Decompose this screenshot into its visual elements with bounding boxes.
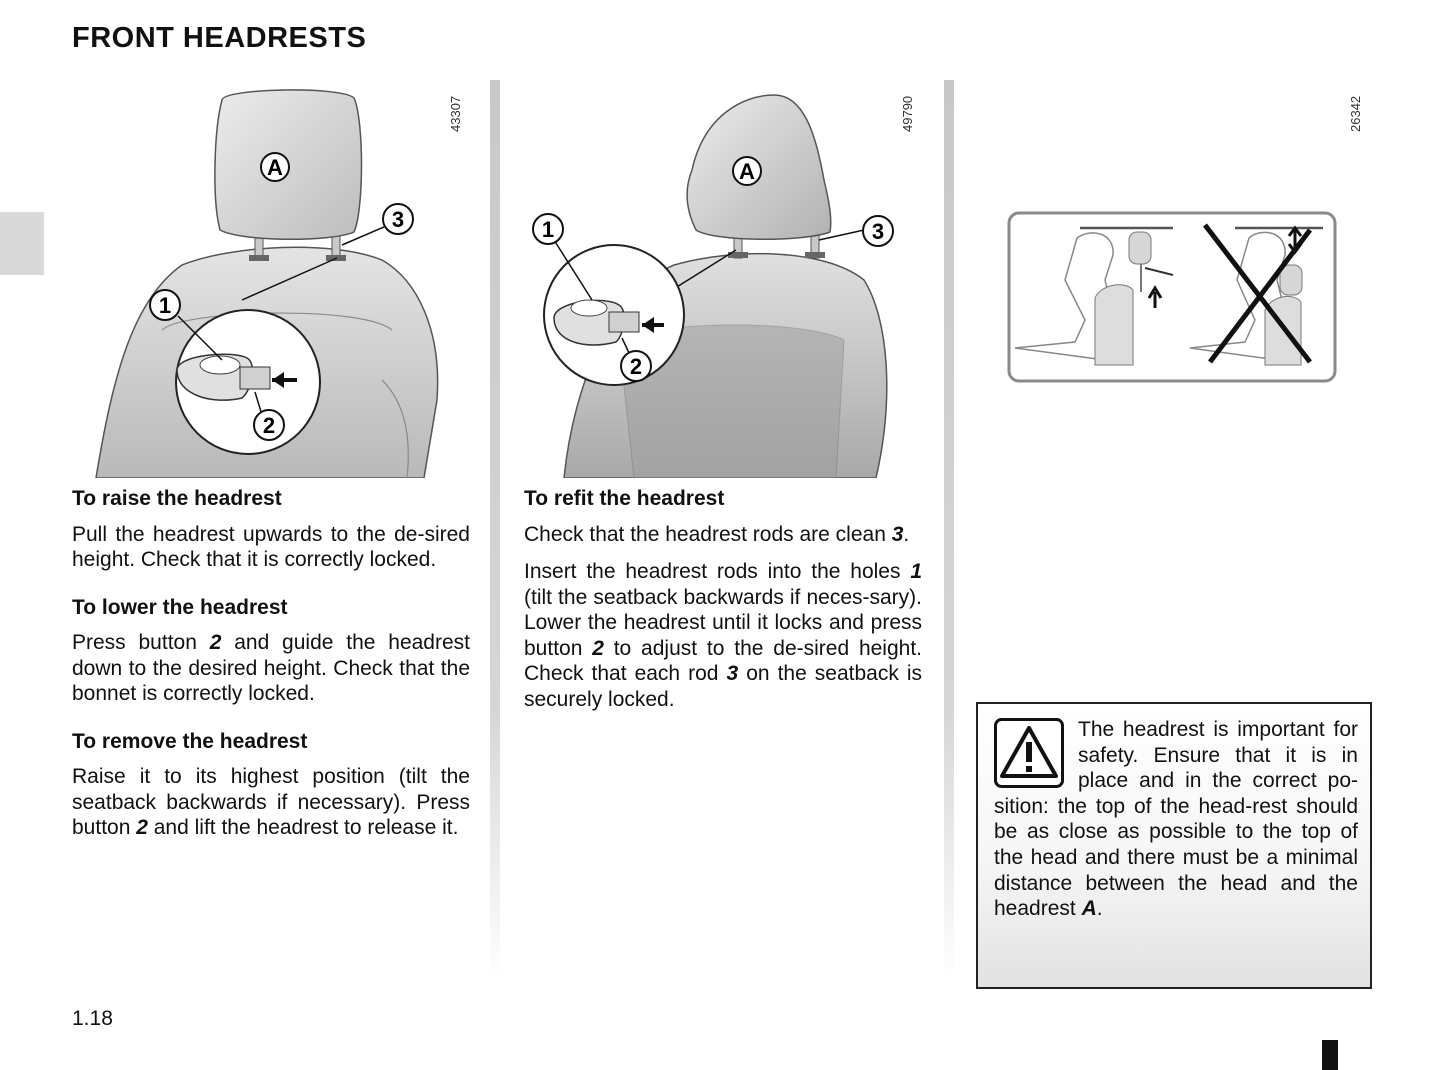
heading-lower: To lower the headrest bbox=[72, 595, 288, 619]
column-divider-left bbox=[490, 80, 500, 980]
page-number: 1.18 bbox=[72, 1007, 113, 1030]
ref-holes-1: 1 bbox=[910, 560, 922, 583]
ref-button-2: 2 bbox=[209, 631, 222, 654]
seat-illustration bbox=[524, 80, 929, 478]
page-title: FRONT HEADRESTS bbox=[72, 22, 367, 54]
figure1-callout-2: 2 bbox=[262, 413, 276, 438]
ref-rod-3: 3 bbox=[726, 662, 739, 685]
figure-number-3: 26342 bbox=[1348, 95, 1363, 132]
figure2-callout-1: 1 bbox=[541, 217, 555, 242]
column-left bbox=[72, 486, 470, 853]
warning-box bbox=[976, 702, 1372, 989]
section-raise-headrest bbox=[72, 486, 470, 573]
chapter-edge-tab bbox=[0, 212, 44, 275]
ref-headrest-a: A bbox=[1081, 897, 1097, 921]
heading-remove: To remove the headrest bbox=[72, 729, 308, 753]
figure-refit-headrest bbox=[524, 80, 929, 478]
section-lower-headrest bbox=[72, 595, 470, 707]
seat-illustration bbox=[72, 80, 477, 478]
text-refit-insert: Insert the headrest rods into the holes 1 (tilt the seatback backwards if neces-sary). Lower the headrest until it locks and press button 2 to adjust to the de-sired height. Check that each rod 3 on the seatback is securely locked. bbox=[524, 560, 923, 711]
figure1-callout-1: 1 bbox=[158, 293, 172, 318]
text-refit-clean: Check that the headrest rods are clean 3. bbox=[524, 522, 910, 546]
heading-refit: To refit the headrest bbox=[524, 487, 725, 510]
ref-button-2: 2 bbox=[136, 816, 148, 839]
text-lower: Press button 2 and guide the headrest down to the desired height. Check that the bonnet is correctly locked. bbox=[72, 631, 470, 705]
page-edge-marker bbox=[1322, 1040, 1338, 1070]
figure1-callout-a: A bbox=[267, 155, 283, 180]
ref-button-2: 2 bbox=[592, 636, 604, 660]
figure2-callout-2: 2 bbox=[629, 354, 643, 379]
column-middle bbox=[524, 486, 922, 724]
figure2-callout-3: 3 bbox=[871, 219, 885, 244]
figure1-callout-3: 3 bbox=[391, 207, 405, 232]
warning-text: The headrest is important for safety. Ensure that it is in place and in the correct po-sition: the top of the head-rest should be as close as possible to the top of the head and there must be a minimal distance between the head and the headrest A. bbox=[994, 718, 1358, 921]
figure-number-1: 43307 bbox=[448, 95, 463, 132]
ref-rod-3: 3 bbox=[891, 522, 904, 546]
figure2-callout-a: A bbox=[739, 159, 755, 184]
text-raise: Pull the headrest upwards to the de-sired height. Check that it is correctly locked. bbox=[72, 522, 470, 571]
section-refit-headrest bbox=[524, 486, 922, 712]
warning-triangle-icon bbox=[994, 718, 1064, 788]
heading-raise: To raise the headrest bbox=[72, 487, 282, 510]
text-remove: Raise it to its highest position (tilt the seatback backwards if necessary). Press button 2 and lift the headrest to release it. bbox=[72, 765, 470, 839]
head-position-illustration bbox=[1005, 80, 1375, 390]
section-remove-headrest bbox=[72, 729, 470, 841]
figure-raise-headrest bbox=[72, 80, 477, 478]
figure-headrest-position bbox=[1005, 80, 1375, 390]
column-divider-right bbox=[944, 80, 954, 980]
figure-number-2: 49790 bbox=[900, 95, 915, 132]
